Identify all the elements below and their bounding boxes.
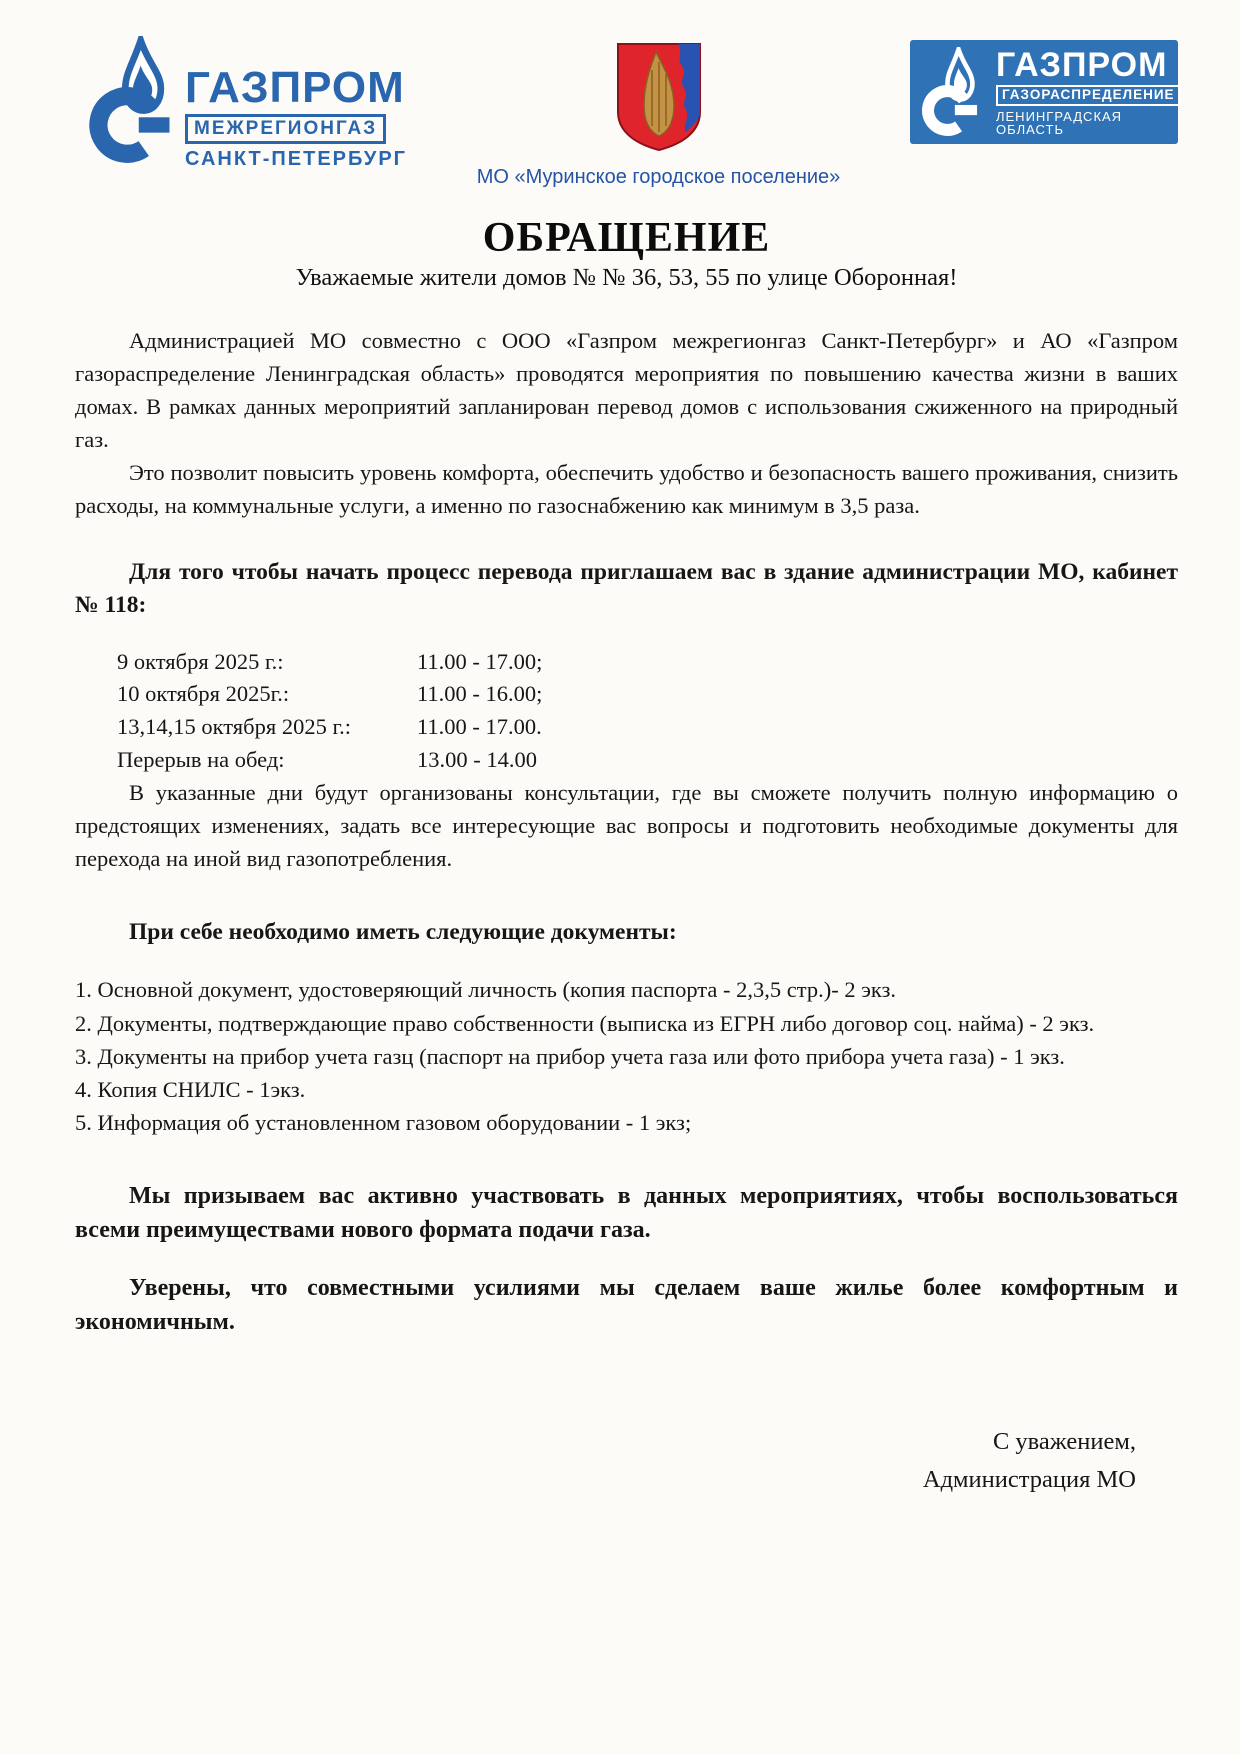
gazprom-mezhregiongaz-logo [85, 36, 407, 170]
gazprom-flame-g-icon [85, 36, 181, 164]
schedule-time: 11.00 - 17.00. [417, 714, 542, 739]
murino-coat-of-arms-icon [614, 40, 704, 152]
document-subtitle: Уважаемые жители домов № № 36, 53, 55 по улице Оборонная! [295, 264, 958, 292]
gazprom-mezhregiongaz-text [185, 63, 408, 170]
logo-right-line1: ГАЗПРОМ [995, 46, 1168, 85]
schedule-date: 9 октября 2025 г.: [117, 648, 284, 674]
schedule-date: 10 октября 2025г.: [117, 681, 290, 707]
municipality-caption: МО «Муринское городское поселение» [476, 166, 841, 188]
logo-right-line2: ГАЗОРАСПРЕДЕЛЕНИЕ [996, 85, 1181, 106]
schedule-time: 11.00 - 17.00; [417, 648, 543, 674]
closing-paragraph-2: Уверены, что совместными усилиями мы сделаем ваше жилье более комфортным и экономичным. [75, 1274, 1178, 1336]
signature-regards: С уважением, [992, 1428, 1136, 1456]
list-item: 3. Документы на прибор учета газц (паспорт на прибор учета газа или фото прибора учета газа) - 1 экз. [75, 1043, 1065, 1069]
gazprom-gazoraspredelenie-logo [910, 40, 1178, 144]
schedule-table [75, 646, 1178, 777]
schedule-row [75, 711, 1178, 744]
closing-paragraph-1: Мы призываем вас активно участвовать в данных мероприятиях, чтобы воспользоваться всеми преимуществами нового формата подачи газа. [75, 1182, 1178, 1243]
paragraph-benefits: Это позволит повысить уровень комфорта, обеспечить удобство и безопасность вашего проживания, снизить расходы, на коммунальные услуги, а именно по газоснабжению как минимум в 3,5 раза. [75, 460, 1178, 519]
logo-left-line2: МЕЖРЕГИОНГАЗ [185, 114, 386, 144]
schedule-lunch-label: Перерыв на обед: [117, 746, 285, 772]
gazprom-flame-g-white-icon [916, 47, 990, 137]
paragraph-intro: Администрацией МО совместно с ООО «Газпром межрегионгаз Санкт-Петербург» и АО «Газпром газораспределение Ленинградская область» проводятся мероприятия по повышению качества жизни в ваших домах. В рамках данных мероприятий запланирован перевод домов с использования сжиженного на природный газ. [75, 328, 1178, 453]
letter-body [75, 324, 1178, 1499]
list-item: 2. Документы, подтверждающие право собственности (выписка из ЕГРН либо договор соц. найма) - 2 экз. [75, 1010, 1095, 1036]
document-title: ОБРАЩЕНИЕ [482, 215, 771, 261]
list-item: 4. Копия СНИЛС - 1экз. [75, 1076, 306, 1102]
schedule-lunch-time: 13.00 - 14.00 [417, 746, 537, 772]
logo-left-line1: ГАЗПРОМ [185, 63, 405, 112]
schedule-date: 13,14,15 октября 2025 г.: [117, 714, 352, 739]
documents-list [75, 973, 1178, 1138]
municipality-emblem-block [477, 40, 841, 189]
schedule-row [75, 646, 1178, 679]
schedule-time: 11.00 - 16.00; [417, 681, 543, 707]
schedule-row [75, 744, 1178, 777]
schedule-row [75, 678, 1178, 711]
gazprom-gazoraspredelenie-text [996, 48, 1181, 136]
documents-heading: При себе необходимо иметь следующие документы: [129, 919, 677, 946]
signature-block [75, 1423, 1178, 1499]
invite-heading: Для того чтобы начать процесс перевода приглашаем вас в здание администрации МО, кабинет № 118: [75, 559, 1178, 619]
list-item: 1. Основной документ, удостоверяющий личность (копия паспорта - 2,3,5 стр.)- 2 экз. [75, 977, 897, 1003]
list-item: 5. Информация об установленном газовом оборудовании - 1 экз; [75, 1109, 692, 1135]
signature-sender: Администрация МО [922, 1466, 1136, 1494]
letterhead [75, 30, 1178, 188]
logo-right-line3: ЛЕНИНГРАДСКАЯ ОБЛАСТЬ [995, 108, 1123, 137]
logo-left-line3: САНКТ-ПЕТЕРБУРГ [185, 147, 408, 170]
paragraph-consultations: В указанные дни будут организованы консультации, где вы сможете получить полную информацию о предстоящих изменениях, задать все интересующие вас вопросы и подготовить необходимые документы для перехода на иной вид газопотребления. [75, 780, 1178, 872]
